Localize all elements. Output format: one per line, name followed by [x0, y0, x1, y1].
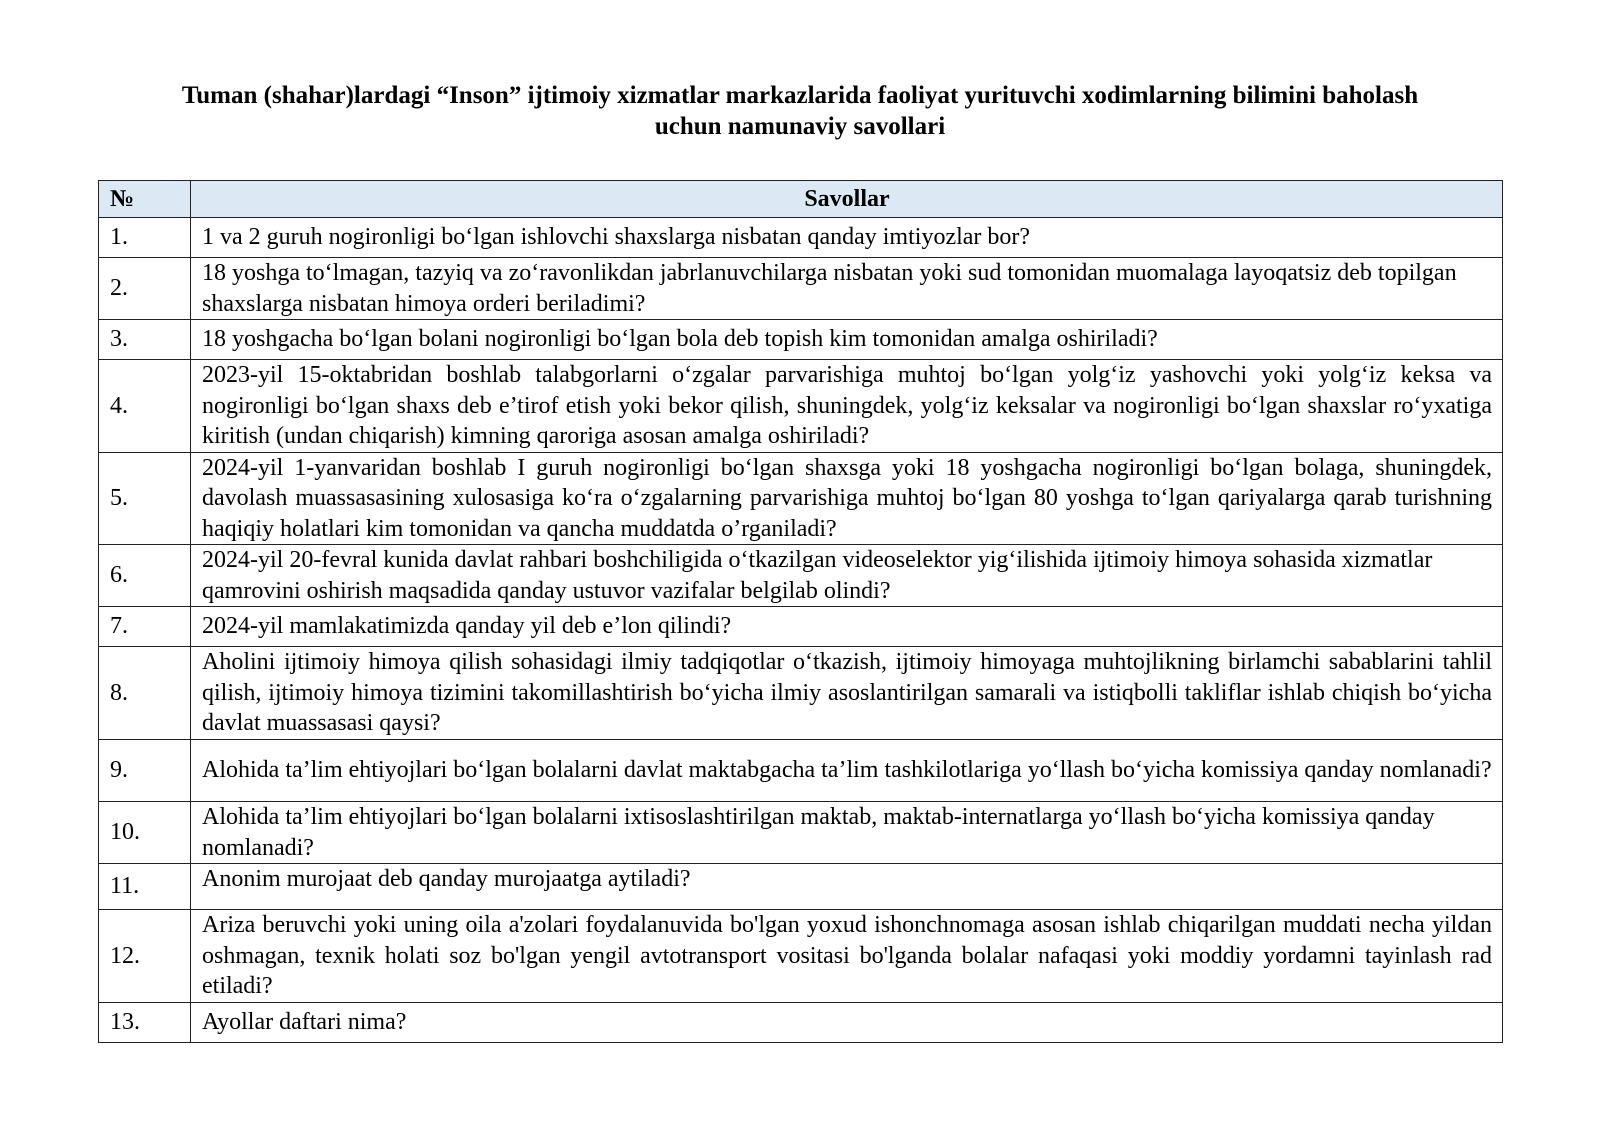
- table-row: [99, 647, 1503, 740]
- table-row: [99, 1003, 1503, 1043]
- table-row: [99, 802, 1503, 864]
- row-number: 7.: [99, 607, 191, 647]
- table-row: [99, 607, 1503, 647]
- question-text: Anonim murojaat deb qanday murojaatga aytiladi?: [191, 864, 1503, 910]
- question-text: 18 yoshgacha bo‘lgan bolani nogironligi bo‘lgan bola deb topish kim tomonidan amalga oshiriladi?: [191, 320, 1503, 360]
- question-text: Aholini ijtimoiy himoya qilish sohasidagi ilmiy tadqiqotlar o‘tkazish, ijtimoiy himoyaga muhtojlikning birlamchi sabablarini tahlil qilish, ijtimoiy himoya tizimini takomillashtirish bo‘yicha ilmiy asoslantirilgan samarali va istiqbolli takliflar ishlab chiqish bo‘yicha davlat muassasasi qaysi?: [191, 647, 1503, 740]
- row-number: 2.: [99, 258, 191, 320]
- row-number: 10.: [99, 802, 191, 864]
- row-number: 3.: [99, 320, 191, 360]
- row-number: 9.: [99, 740, 191, 802]
- page-title: [110, 80, 1490, 142]
- row-number: 5.: [99, 452, 191, 545]
- table-row: [99, 740, 1503, 802]
- column-header-questions: Savollar: [191, 181, 1503, 218]
- question-text: Alohida ta’lim ehtiyojlari bo‘lgan bolalarni davlat maktabgacha ta’lim tashkilotlariga yo‘llash bo‘yicha komissiya qanday nomlanadi?: [191, 740, 1503, 802]
- table-header-row: [99, 181, 1503, 218]
- table-row: [99, 360, 1503, 453]
- row-number: 11.: [99, 864, 191, 910]
- table-row: [99, 218, 1503, 258]
- questions-table: [98, 180, 1503, 1043]
- table-row: [99, 320, 1503, 360]
- question-text: 2024-yil mamlakatimizda qanday yil deb e’lon qilindi?: [191, 607, 1503, 647]
- row-number: 12.: [99, 910, 191, 1003]
- question-text: Ayollar daftari nima?: [191, 1003, 1503, 1043]
- question-text: 2023-yil 15-oktabridan boshlab talabgorlarni o‘zgalar parvarishiga muhtoj bo‘lgan yolg‘iz yashovchi yoki yolg‘iz keksa va nogironligi bo‘lgan shaxs deb e’tirof etish yoki bekor qilish, shuningdek, yolg‘iz keksalar va nogironligi bo‘lgan shaxslar ro‘yxatiga kiritish (undan chiqarish) kimning qaroriga asosan amalga oshiriladi?: [191, 360, 1503, 453]
- column-header-number: №: [99, 181, 191, 218]
- question-text: 2024-yil 1-yanvaridan boshlab I guruh nogironligi bo‘lgan shaxsga yoki 18 yoshgacha nogironligi bo‘lgan bolaga, shuningdek, davolash muassasasining xulosasiga ko‘ra o‘zgalarning parvarishiga muhtoj bo‘lgan 80 yoshga to‘lgan qariyalarga qarab turishning haqiqiy holatlari kim tomonidan va qancha muddatda o’rganiladi?: [191, 452, 1503, 545]
- table-row: [99, 864, 1503, 910]
- table-row: [99, 258, 1503, 320]
- page-title-line-1: Tuman (shahar)lardagi “Inson” ijtimoiy xizmatlar markazlarida faoliyat yurituvchi xodimlarning bilimini baholash: [181, 82, 1419, 109]
- row-number: 4.: [99, 360, 191, 453]
- question-text: 2024-yil 20-fevral kunida davlat rahbari boshchiligida o‘tkazilgan videoselektor yig‘ilishida ijtimoiy himoya sohasida xizmatlar qamrovini oshirish maqsadida qanday ustuvor vazifalar belgilab olindi?: [191, 545, 1503, 607]
- row-number: 1.: [99, 218, 191, 258]
- row-number: 13.: [99, 1003, 191, 1043]
- question-text: Alohida ta’lim ehtiyojlari bo‘lgan bolalarni ixtisoslashtirilgan maktab, maktab-internatlarga yo‘llash bo‘yicha komissiya qanday nomlanadi?: [191, 802, 1503, 864]
- row-number: 6.: [99, 545, 191, 607]
- question-text: Ariza beruvchi yoki uning oila a'zolari foydalanuvida bo'lgan yoxud ishonchnomaga asosan ishlab chiqarilgan muddati necha yildan oshmagan, texnik holati soz bo'lgan yengil avtotransport vositasi bo'lganda bolalar nafaqasi yoki moddiy yordamni tayinlash rad etiladi?: [191, 910, 1503, 1003]
- row-number: 8.: [99, 647, 191, 740]
- page-title-line-2: uchun namunaviy savollari: [654, 113, 946, 140]
- table-row: [99, 452, 1503, 545]
- question-text: 1 va 2 guruh nogironligi bo‘lgan ishlovchi shaxslarga nisbatan qanday imtiyozlar bor?: [191, 218, 1503, 258]
- question-text: 18 yoshga to‘lmagan, tazyiq va zo‘ravonlikdan jabrlanuvchilarga nisbatan yoki sud tomonidan muomalaga layoqatsiz deb topilgan shaxslarga nisbatan himoya orderi beriladimi?: [191, 258, 1503, 320]
- table-row: [99, 910, 1503, 1003]
- table-row: [99, 545, 1503, 607]
